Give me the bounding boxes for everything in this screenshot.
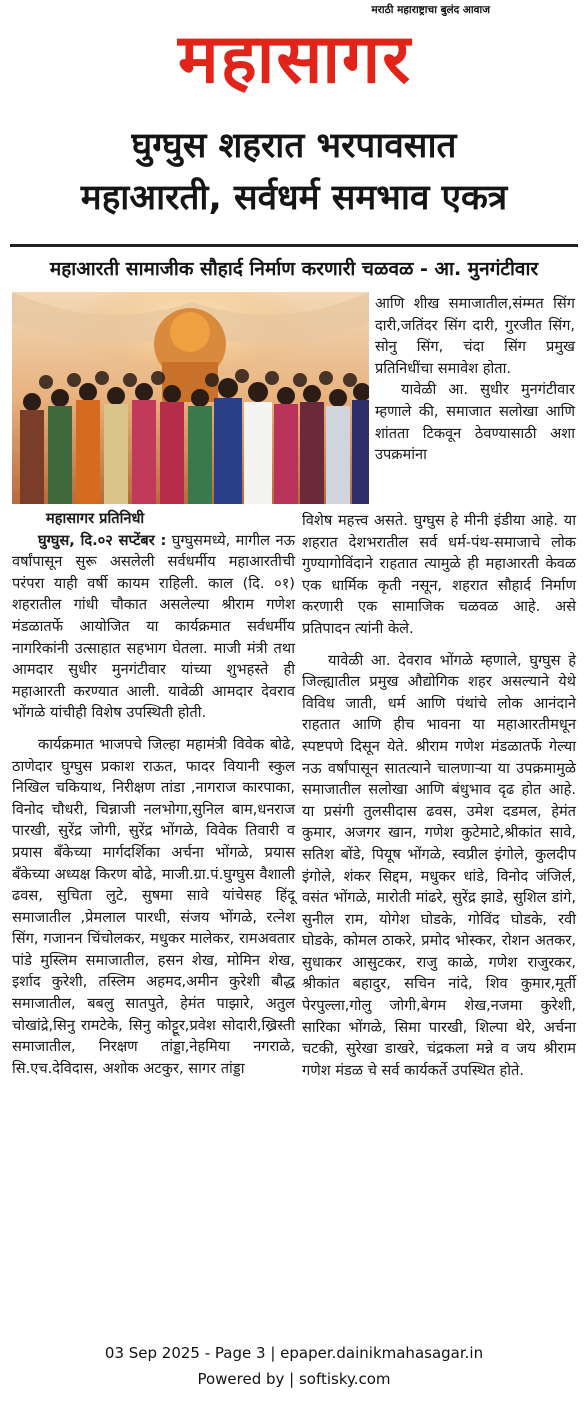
page-footer — [0, 1340, 588, 1392]
headline-line-1: घुग्घुस शहरात भरपावसात — [131, 126, 457, 166]
masthead — [0, 0, 588, 108]
headline-line-2: महाआरती, सर्वधर्म समभाव एकत्र — [80, 178, 508, 218]
headline — [18, 120, 570, 224]
reporter-byline: महासागर प्रतिनिधी — [46, 510, 145, 527]
event-photo — [12, 292, 369, 504]
article-paragraph: विशेष महत्त्व असते. घुग्घुस हे मीनी इंडीया आहे. या शहरात देशभरातील सर्व धर्म-पंथ-समाजाचे लोक गुण्यागोविंदाने राहतात त्यामुळे ही महाआरती केवळ एक धार्मिक कृती नसून, शहरात सौहार्द निर्माण करणारी एक सामाजिक चळवळ आहे. असे प्रतिपादन त्यांनी केले. — [302, 512, 576, 637]
article-paragraph — [12, 530, 295, 724]
article-paragraph: यावेळी आ. सुधीर मुनगंटीवार म्हणाले की, समाजात सलोखा आणि शांतता टिकवून ठेवण्यासाठी अशा उपक्रमांना — [375, 381, 575, 464]
article-column-left — [12, 508, 295, 1079]
footer-edition-info: 03 Sep 2025 - Page 3 | epaper.dainikmahasagar.in — [104, 1344, 484, 1362]
article-paragraph: आणि शीख समाजातील,संम्मत सिंग दारी,जतिंदर सिंग दारी, गुरजीत सिंग, सोनु सिंग, चंदा सिंग प्रमुख प्रतिनिधींचा समावेश होता. — [375, 295, 575, 377]
article-text: घुग्घुसमध्ये, मागील नऊ वर्षांपासून सुरू असलेली सर्वधर्मीय महाआरतीची परंपरा याही वर्षी कायम राहिली. काल (दि. ०१) शहरातील गांधी चौकात असलेल्या श्रीराम गणेश मंडळातर्फे आयोजित या कार्यक्रमात सर्वधर्मीय नागरिकांनी उत्साहात सहभाग घेतला. माजी मंत्री तथा आमदार सुधीर मुनगंटीवार यांच्या शुभहस्ते ही महाआरती करण्यात आली. यावेळी आमदार देवराव भोंगळे यांचीही विशेष उपस्थिती होती. — [12, 531, 295, 722]
masthead-tagline: मराठी महाराष्ट्राचा बुलंद आवाज — [371, 4, 490, 16]
newspaper-logo: महासागर — [177, 19, 413, 98]
article-column-right-top — [375, 293, 575, 466]
article-paragraph: कार्यक्रमात भाजपचे जिल्हा महामंत्री विवेक बोढे, ठाणेदार घुग्घुस प्रकाश राऊत, फादर वियानी स्कुल निखिल चकियाथ, निरीक्षण तांडा ,नागराज कारपाका, विनोद चौधरी, चिन्नाजी नलभोगा,सुनिल बाम,धनराज पारखी, सुरेंद्र जोगी, सुरेंद्र भोंगळे, विवेक तिवारी व प्रयास बँकेच्या मार्गदर्शिका अर्चना भोंगळे, प्रयास बँकेच्या अध्यक्ष किरण बोढे, माजी.ग्रा.पं.घुग्घुस वैशाली ढवस, सुचिता लुटे, सुषमा सावे यांचेसह हिंदू समाजातील ,प्रेमलाल पारधी, संजय भोंगळे, रत्नेश सिंग, गजानन चिंचोलकर, मधुकर मालेकर, रामअवतार पांडे मुस्लिम समाजातील, हसन शेख, मोमिन शेख, इर्शाद कुरेशी, तस्लिम अहमद,अमीन कुरेशी बौद्ध समाजातील, बबलु सातपुते, हेमंत पाझारे, अतुल चोखांद्रे,सिनु रामटेके, सिनु कोट्टूर,प्रवेश सोदारी,ख्रिस्ती समाजातील, निरक्षण तांड्डा,नेहमिया नगराळे, सि.एच.देविदास, अशोक अटकुर, सागर तांड्डा — [12, 735, 295, 1077]
subheadline: महाआरती सामाजीक सौहार्द निर्माण करणारी चळवळ - आ. मुनगंटीवार — [10, 244, 578, 281]
article-paragraph: यावेळी आ. देवराव भोंगळे म्हणाले, घुग्घुस हे जिल्ह्यातील प्रमुख औद्योगिक शहर असल्याने येथे विविध जाती, धर्म आणि पंथांचे लोक आनंदाने राहतात आणि हीच भावना या महाआरतीमधून स्पष्टपणे दिसून येते. श्रीराम गणेश मंडळातर्फे गेल्या नऊ वर्षांपासून सातत्याने चालणाऱ्या या उपक्रमामुळे समाजातील सलोखा आणि बंधुभाव दृढ होत आहे. या प्रसंगी तुलसीदास ढवस, उमेश दडमल, हेमंत कुमार, अजगर खान, गणेश कुटेमाटे,श्रीकांत सावे, सतिश बोंडे, पियूष भोंगळे, स्वप्रील इंगोले, कुलदीप इंगोले, शंकर सिद्दम, मधुकर धांडे, विनोद जंजिर्ल, वसंत भोंगळे, मारोती मांढरे, सुरेंद्र झाडे, सुशिल डांगे, सुनील राम, योगेश घोडके, गोविंद घोडके, रवी घोडके, कोमल ठाकरे, प्रमोद भोस्कर, रोशन अतकर, सुधाकर आसुटकर, राजु काळे, गणेश राजुरकर, श्रीकांत बहादुर, सचिन नांदे, शिव कुमार,मूर्ती पेरपुल्ला,गोलु जोगी,बेगम शेख,नजमा कुरेशी, सारिका भोंगळे, सिमा पारखी, शिल्पा थेरे, अर्चना चटकी, सुरेखा डाखरे, चंद्रकला मन्ने व जय श्रीराम गणेश मंडळ चे सर्व कार्यकर्ते उपस्थित होते. — [302, 651, 576, 1079]
dateline: घुग्घुस, दि.०२ सप्टेंबर : — [38, 531, 167, 549]
article-column-right — [302, 510, 576, 1081]
footer-powered-by: Powered by | softisky.com — [197, 1370, 391, 1388]
